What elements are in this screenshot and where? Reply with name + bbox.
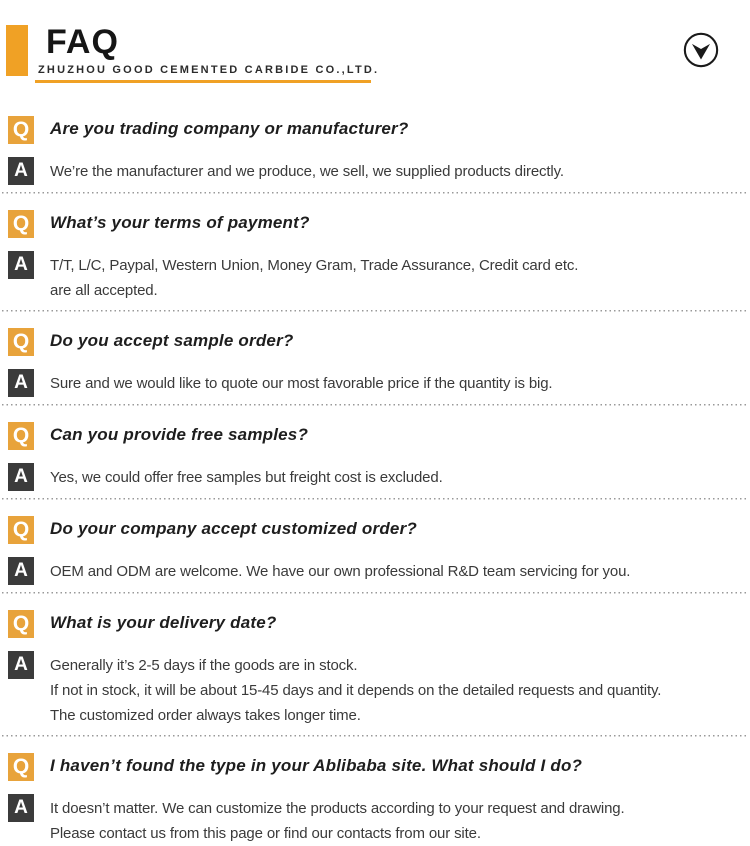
- question-row: [0, 610, 750, 638]
- faq-item-7: [0, 753, 750, 846]
- dotted-divider: [2, 310, 748, 312]
- question-badge: Q: [8, 116, 34, 144]
- question-badge: Q: [8, 328, 34, 356]
- answer-line: Sure and we would like to quote our most favorable price if the quantity is big.: [50, 375, 553, 392]
- question-text: What’s your terms of payment?: [50, 213, 310, 232]
- answer-line: If not in stock, it will be about 15-45 days and it depends on the detailed requests and quantity.: [50, 682, 662, 699]
- answer-row: [0, 794, 750, 846]
- answer-text: [50, 369, 552, 396]
- answer-line: T/T, L/C, Paypal, Western Union, Money Gram, Trade Assurance, Credit card etc.: [50, 257, 579, 274]
- dotted-divider: [2, 592, 748, 594]
- question-badge: Q: [8, 753, 34, 781]
- question-row: [0, 516, 750, 544]
- answer-text: [50, 557, 630, 584]
- answer-row: [0, 463, 750, 491]
- answer-badge: A: [8, 251, 34, 279]
- question-text: Can you provide free samples?: [50, 425, 309, 444]
- question-row: [0, 753, 750, 781]
- answer-line: Please contact us from this page or find our contacts from our site.: [50, 825, 481, 842]
- subtitle-underline: [35, 80, 371, 83]
- answer-badge: A: [8, 157, 34, 185]
- dotted-divider: [2, 192, 748, 194]
- answer-line: It doesn’t matter. We can customize the products according to your request and drawing.: [50, 800, 625, 817]
- question-row: [0, 422, 750, 450]
- answer-row: [0, 651, 750, 728]
- answer-row: [0, 369, 750, 397]
- answer-line: are all accepted.: [50, 282, 158, 299]
- question-text: What is your delivery date?: [50, 613, 277, 632]
- faq-item-1: [0, 116, 750, 194]
- question-text: Do your company accept customized order?: [50, 519, 417, 538]
- answer-badge: A: [8, 463, 34, 491]
- answer-line: We’re the manufacturer and we produce, we sell, we supplied products directly.: [50, 163, 564, 180]
- company-name: ZHUZHOU GOOD CEMENTED CARBIDE CO.,LTD.: [38, 64, 380, 76]
- answer-text: [50, 794, 625, 846]
- answer-row: [0, 251, 750, 303]
- question-badge: Q: [8, 610, 34, 638]
- answer-badge: A: [8, 369, 34, 397]
- question-row: [0, 116, 750, 144]
- question-badge: Q: [8, 516, 34, 544]
- question-text: Are you trading company or manufacturer?: [50, 119, 409, 138]
- answer-line: OEM and ODM are welcome. We have our own professional R&D team servicing for you.: [50, 563, 631, 580]
- answer-badge: A: [8, 651, 34, 679]
- dotted-divider: [2, 404, 748, 406]
- question-text: I haven’t found the type in your Ablibaba site. What should I do?: [50, 756, 583, 775]
- accent-bar: [6, 25, 28, 76]
- faq-item-2: [0, 210, 750, 312]
- question-row: [0, 210, 750, 238]
- answer-text: [50, 157, 564, 184]
- page-header: [0, 0, 750, 83]
- question-badge: Q: [8, 210, 34, 238]
- answer-text: [50, 651, 661, 728]
- question-badge: Q: [8, 422, 34, 450]
- answer-row: [0, 557, 750, 585]
- answer-badge: A: [8, 794, 34, 822]
- question-text: Do you accept sample order?: [50, 331, 294, 350]
- answer-text: [50, 251, 578, 303]
- dotted-divider: [2, 735, 748, 737]
- faq-item-5: [0, 516, 750, 594]
- faq-item-3: [0, 328, 750, 406]
- answer-text: [50, 463, 443, 490]
- faq-list: [0, 116, 750, 846]
- question-row: [0, 328, 750, 356]
- dotted-divider: [2, 498, 748, 500]
- answer-line: The customized order always takes longer time.: [50, 707, 361, 724]
- page-title: FAQ: [46, 23, 119, 61]
- answer-badge: A: [8, 557, 34, 585]
- answer-line: Generally it’s 2-5 days if the goods are in stock.: [50, 657, 358, 674]
- answer-line: Yes, we could offer free samples but freight cost is excluded.: [50, 469, 443, 486]
- faq-item-6: [0, 610, 750, 737]
- answer-row: [0, 157, 750, 185]
- faq-item-4: [0, 422, 750, 500]
- chevron-down-circle-icon[interactable]: [682, 31, 720, 69]
